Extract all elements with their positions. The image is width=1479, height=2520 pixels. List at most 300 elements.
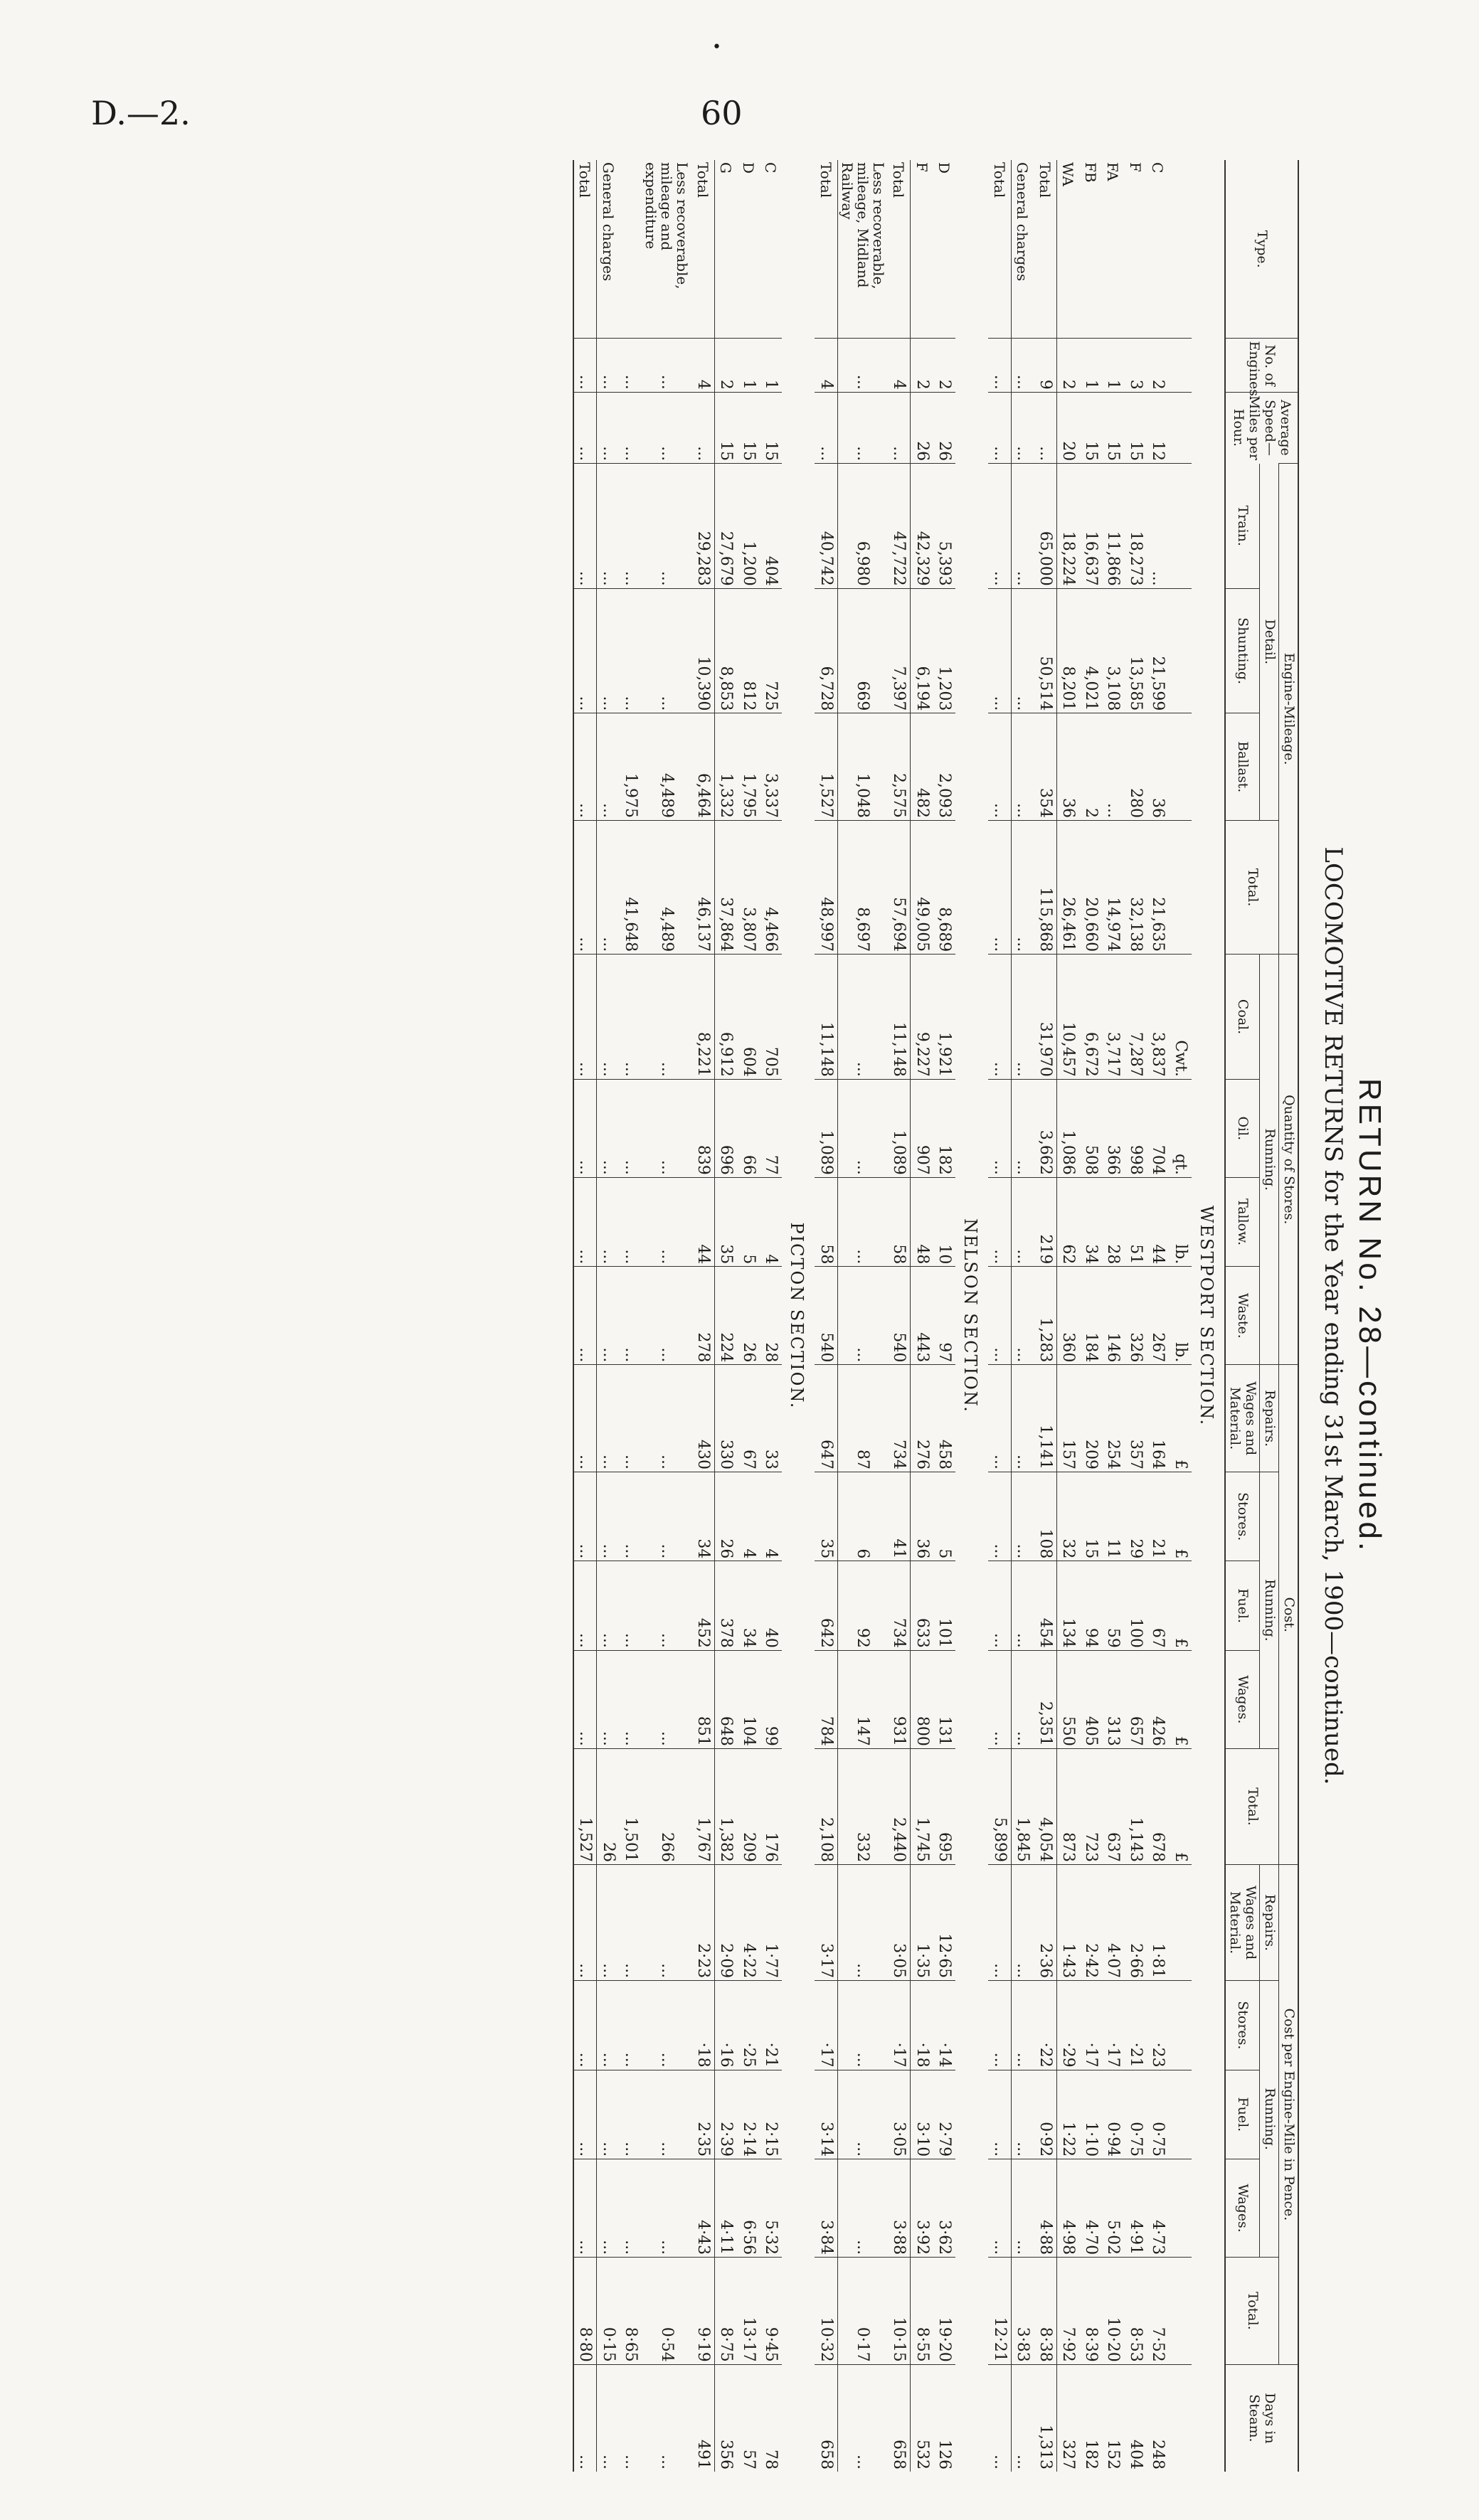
table-cell: 313 (1102, 1650, 1125, 1748)
table-cell: ... (1011, 955, 1034, 1080)
table-cell: 2,108 (815, 1748, 837, 1864)
table-cell: 327 (1056, 2364, 1079, 2472)
table-cell: 5,393 (933, 464, 956, 589)
table-cell: ... (988, 1472, 1011, 1561)
table-cell: 34 (1079, 1177, 1102, 1266)
table-row (1079, 160, 1102, 2472)
table-cell: ... (642, 464, 691, 589)
group-pence-repairs: Repairs. (1260, 1865, 1279, 1981)
unit-cell (1169, 160, 1192, 339)
table-cell: ... (988, 1561, 1011, 1650)
table-cell: 32,138 (1124, 820, 1147, 954)
row-label: General charges (599, 162, 617, 282)
table-cell: ... (988, 820, 1011, 954)
table-cell: 998 (1124, 1079, 1147, 1177)
table-cell: 3·10 (911, 2070, 933, 2159)
table-cell: 2·36 (1034, 1865, 1056, 1981)
table-cell: 3,337 (760, 713, 783, 821)
col-no-engines: No. of Engines. (1225, 339, 1298, 392)
table-cell: 1,795 (737, 713, 760, 821)
table-cell: ... (597, 1650, 620, 1748)
table-cell: ... (620, 1865, 642, 1981)
table-cell: ... (597, 588, 620, 713)
table-cell: ... (573, 2364, 597, 2472)
table-cell: 633 (911, 1561, 933, 1650)
adjustment-row (597, 160, 620, 2472)
table-cell: ... (1011, 2159, 1034, 2258)
table-cell: ... (597, 1561, 620, 1650)
table-cell: 3·88 (888, 2159, 911, 2258)
row-label: General charges (1014, 162, 1032, 282)
table-cell: 12·65 (933, 1865, 956, 1981)
table-cell: 19·20 (933, 2258, 956, 2365)
table-cell: 10·15 (888, 2258, 911, 2365)
table-cell: 426 (1147, 1650, 1170, 1748)
table-cell: ... (597, 1981, 620, 2070)
table-cell: 278 (691, 1267, 714, 1365)
table-cell: ... (642, 1561, 691, 1650)
table-cell: ·17 (1102, 1981, 1125, 2070)
unit-cell (1169, 1865, 1192, 1981)
table-cell: ... (642, 1267, 691, 1365)
table-cell: ... (988, 1365, 1011, 1472)
table-cell: 209 (1079, 1365, 1102, 1472)
table-cell: ... (620, 464, 642, 589)
table-row (1056, 160, 1079, 2472)
table-cell: 87 (837, 1365, 888, 1472)
table-cell: ... (1011, 1650, 1034, 1748)
table-cell: 4·73 (1147, 2159, 1170, 2258)
table-cell: ... (837, 392, 888, 463)
table-cell: 164 (1147, 1365, 1170, 1472)
rotated-table-block (135, 160, 1387, 2472)
table-cell: ... (573, 1472, 597, 1561)
table-cell: 182 (1079, 2364, 1102, 2472)
return-subtitle: LOCOMOTIVE RETURNS for the Year ending 31st March, 1900—continued. (1319, 846, 1347, 1785)
table-cell: ... (642, 1650, 691, 1748)
table-cell: 267 (1147, 1267, 1170, 1365)
table-cell: 8·55 (911, 2258, 933, 2365)
group-detail: Detail. (1260, 464, 1279, 821)
table-cell: ·17 (888, 1981, 911, 2070)
table-cell: 540 (815, 1267, 837, 1365)
table-cell: ... (988, 1981, 1011, 2070)
adjustment-row (1011, 160, 1034, 2472)
table-cell: 32 (1056, 1472, 1079, 1561)
adjustment-row (620, 160, 642, 2472)
table-cell: 1,048 (837, 713, 888, 821)
table-cell: 4·70 (1079, 2159, 1102, 2258)
adjustment-row (642, 160, 691, 2472)
col-tallow: Tallow. (1225, 1177, 1260, 1266)
table-cell: 695 (933, 1748, 956, 1864)
units-row (1169, 160, 1192, 2472)
table-cell: 8,853 (714, 588, 737, 713)
table-cell: ... (1011, 339, 1034, 392)
table-cell: 37,864 (714, 820, 737, 954)
table-row (933, 160, 956, 2472)
table-cell: 134 (1056, 1561, 1079, 1650)
table-cell: 36 (911, 1472, 933, 1561)
table-cell: ·21 (1124, 1981, 1147, 2070)
table-cell: 3,662 (1034, 1079, 1056, 1177)
table-cell: ... (620, 1561, 642, 1650)
table-cell: 48 (911, 1177, 933, 1266)
table-cell: ... (573, 1267, 597, 1365)
table-cell: 280 (1124, 713, 1147, 821)
col-pence-fuel: Fuel. (1225, 2070, 1260, 2159)
table-cell: 1,332 (714, 713, 737, 821)
table-cell: 851 (691, 1650, 714, 1748)
row-label: Total (1034, 160, 1056, 339)
table-cell: 326 (1124, 1267, 1147, 1365)
table-cell: 29 (1124, 1472, 1147, 1561)
table-cell: ... (573, 713, 597, 821)
table-cell: ... (597, 1079, 620, 1177)
table-cell: ... (1011, 392, 1034, 463)
table-cell: 14,974 (1102, 820, 1125, 954)
table-cell: 4 (888, 339, 911, 392)
table-cell: 57,694 (888, 820, 911, 954)
table-cell: 44 (691, 1177, 714, 1266)
table-row (714, 160, 737, 2472)
table-cell: ... (573, 339, 597, 392)
table-cell: ... (1011, 464, 1034, 589)
table-cell: ... (988, 339, 1011, 392)
table-cell: ... (837, 1079, 888, 1177)
table-cell: 57 (737, 2364, 760, 2472)
table-cell: 1,143 (1124, 1748, 1147, 1864)
table-cell: 26 (911, 392, 933, 463)
table-cell: ... (620, 588, 642, 713)
table-cell: ... (620, 392, 642, 463)
table-cell: ... (988, 2070, 1011, 2159)
table-cell: ... (620, 1981, 642, 2070)
row-label: D (739, 162, 757, 174)
table-cell: 97 (933, 1267, 956, 1365)
table-cell: 146 (1102, 1267, 1125, 1365)
table-cell: ... (642, 1365, 691, 1472)
table-cell: 873 (1056, 1748, 1079, 1864)
table-cell: 332 (837, 1748, 888, 1864)
table-cell: 15 (760, 392, 783, 463)
unit-cell: £ (1169, 1561, 1192, 1650)
table-cell: 126 (933, 2364, 956, 2472)
table-cell: ... (573, 1650, 597, 1748)
table-cell: 2 (1056, 339, 1079, 392)
table-cell: 3·05 (888, 1865, 911, 1981)
table-cell: 5 (737, 1177, 760, 1266)
table-cell: 8,697 (837, 820, 888, 954)
row-label: C (1149, 162, 1167, 174)
table-cell: ... (1011, 1267, 1034, 1365)
table-cell: 3,717 (1102, 955, 1125, 1080)
table-cell: ... (573, 1079, 597, 1177)
col-pence-total: Total. (1225, 2258, 1279, 2365)
table-cell: 1,767 (691, 1748, 714, 1864)
table-cell: 1·35 (911, 1865, 933, 1981)
table-cell: 354 (1034, 713, 1056, 821)
table-cell: 4,489 (642, 820, 691, 954)
row-label: FB (1081, 162, 1099, 183)
table-cell: 67 (1147, 1561, 1170, 1650)
table-cell: 2,575 (888, 713, 911, 821)
table-cell: 8·75 (714, 2258, 737, 2365)
table-cell: ... (1147, 464, 1170, 589)
table-cell: ... (597, 392, 620, 463)
table-cell: 224 (714, 1267, 737, 1365)
table-cell: 734 (888, 1365, 911, 1472)
table-cell: 647 (815, 1365, 837, 1472)
table-cell: 1·43 (1056, 1865, 1079, 1981)
table-cell: 15 (714, 392, 737, 463)
table-cell: ... (573, 955, 597, 1080)
table-cell: 41,648 (620, 820, 642, 954)
table-cell: 62 (1056, 1177, 1079, 1266)
table-cell: 12 (1147, 392, 1170, 463)
table-cell: 11,148 (888, 955, 911, 1080)
table-cell: ... (1011, 1177, 1034, 1266)
table-cell: 356 (714, 2364, 737, 2472)
table-cell: 330 (714, 1365, 737, 1472)
unit-cell: £ (1169, 1365, 1192, 1472)
table-cell: 678 (1147, 1748, 1170, 1864)
table-row (1102, 160, 1125, 2472)
table-cell: 3·14 (815, 2070, 837, 2159)
table-cell: 452 (691, 1561, 714, 1650)
table-cell: ... (620, 1079, 642, 1177)
table-row (1147, 160, 1170, 2472)
table-cell: 8,221 (691, 955, 714, 1080)
table-cell: 3,108 (1102, 588, 1125, 713)
table-cell: 1 (1079, 339, 1102, 392)
table-cell: 7,287 (1124, 955, 1147, 1080)
unit-cell (1169, 392, 1192, 463)
table-cell: 4·88 (1034, 2159, 1056, 2258)
table-cell: ... (837, 1267, 888, 1365)
col-coal: Coal. (1225, 955, 1260, 1080)
table-cell: ... (573, 1561, 597, 1650)
table-cell: 108 (1034, 1472, 1056, 1561)
col-mileage-total: Total. (1225, 820, 1279, 954)
table-cell: 40 (760, 1561, 783, 1650)
table-cell: 28 (760, 1267, 783, 1365)
row-label: WA (1059, 162, 1077, 187)
table-cell: 8·65 (620, 2258, 642, 2365)
row-label: D (935, 162, 953, 174)
table-cell: ... (642, 2364, 691, 2472)
table-cell: 1,501 (620, 1748, 642, 1864)
table-cell: 6 (837, 1472, 888, 1561)
table-cell: ... (620, 1365, 642, 1472)
table-cell: ... (597, 339, 620, 392)
table-cell: 4 (760, 1177, 783, 1266)
table-cell: 491 (691, 2364, 714, 2472)
table-cell: 26 (714, 1472, 737, 1561)
table-row (737, 160, 760, 2472)
unit-cell: lb. (1169, 1177, 1192, 1266)
table-cell: 34 (691, 1472, 714, 1561)
table-cell: ... (642, 1079, 691, 1177)
table-cell: 42,329 (911, 464, 933, 589)
table-cell: ... (837, 1865, 888, 1981)
table-cell: ... (837, 2070, 888, 2159)
section-heading: NELSON SECTION. (960, 1218, 981, 1413)
col-cost-wages-material: Wages and Material. (1225, 1365, 1260, 1472)
col-pence-wages: Wages. (1225, 2159, 1260, 2258)
table-cell: 26 (933, 392, 956, 463)
table-cell: ... (573, 1865, 597, 1981)
table-cell: 2·14 (737, 2070, 760, 2159)
table-header (1225, 160, 1298, 2472)
table-cell: 1·77 (760, 1865, 783, 1981)
table-cell: 209 (737, 1748, 760, 1864)
table-cell: 78 (760, 2364, 783, 2472)
unit-cell (1169, 339, 1192, 392)
table-row (1124, 160, 1147, 2472)
table-cell: 4·07 (1102, 1865, 1125, 1981)
table-cell: ... (691, 392, 714, 463)
group-pence-running: Running. (1260, 1981, 1279, 2258)
group-cost-per-mile: Cost per Engine-Mile in Pence. (1279, 1865, 1298, 2365)
unit-cell (1169, 2159, 1192, 2258)
table-cell: 8·53 (1124, 2258, 1147, 2365)
table-cell: ... (1011, 1472, 1034, 1561)
table-cell: 26 (737, 1267, 760, 1365)
row-label: Total (573, 160, 597, 339)
table-cell: 2·79 (933, 2070, 956, 2159)
table-cell: 29,283 (691, 464, 714, 589)
table-cell: ... (620, 1267, 642, 1365)
table-cell: 3·83 (1011, 2258, 1034, 2365)
table-cell: 2 (1147, 339, 1170, 392)
table-cell: ... (620, 1650, 642, 1748)
table-cell: ... (642, 2159, 691, 2258)
table-cell: ... (988, 1267, 1011, 1365)
table-cell: 6,464 (691, 713, 714, 821)
group-quantity-stores: Quantity of Stores. (1279, 955, 1298, 1365)
group-stores-running: Running. (1260, 955, 1279, 1365)
unit-cell: qt. (1169, 1079, 1192, 1177)
group-engine-mileage: Engine-Mileage. (1279, 464, 1298, 955)
table-cell: 58 (815, 1177, 837, 1266)
unit-cell: £ (1169, 1472, 1192, 1561)
col-ballast: Ballast. (1225, 713, 1260, 821)
col-pence-stores: Stores. (1225, 1981, 1260, 2070)
table-cell: 443 (911, 1267, 933, 1365)
table-cell: 0·54 (642, 2258, 691, 2365)
table-cell: 47,722 (888, 464, 911, 589)
table-cell: 1,975 (620, 713, 642, 821)
table-cell: ... (620, 2364, 642, 2472)
table-cell: ... (988, 2159, 1011, 2258)
table-cell: 3·84 (815, 2159, 837, 2258)
table-cell: ... (642, 1865, 691, 1981)
table-cell: 2·09 (714, 1865, 737, 1981)
table-cell: ... (642, 1177, 691, 1266)
table-cell: ... (837, 2364, 888, 2472)
table-cell: 2,351 (1034, 1650, 1056, 1748)
table-cell: 101 (933, 1561, 956, 1650)
table-cell: 8·80 (573, 2258, 597, 2365)
table-cell: 1·10 (1079, 2070, 1102, 2159)
table-cell: ... (1102, 713, 1125, 821)
table-cell: ... (837, 1177, 888, 1266)
table-cell: 4,021 (1079, 588, 1102, 713)
table-cell: ... (837, 955, 888, 1080)
col-avg-speed: Average Speed—Miles per Hour. (1225, 392, 1298, 463)
table-cell: 65,000 (1034, 464, 1056, 589)
document-reference: D.—2. (91, 94, 191, 132)
col-cost-wages: Wages. (1225, 1650, 1260, 1748)
unit-cell (1169, 2258, 1192, 2365)
table-cell: 50,514 (1034, 588, 1056, 713)
table-cell: 35 (714, 1177, 737, 1266)
table-cell: ... (620, 1472, 642, 1561)
table-cell: 10·20 (1102, 2258, 1125, 2365)
table-cell: 1,200 (737, 464, 760, 589)
table-cell: 5 (933, 1472, 956, 1561)
table-cell: 176 (760, 1748, 783, 1864)
table-cell: ... (837, 1981, 888, 2070)
table-cell: 12·21 (988, 2258, 1011, 2365)
table-cell: 1,921 (933, 955, 956, 1080)
col-type: Type. (1225, 160, 1298, 339)
table-cell: 3·92 (911, 2159, 933, 2258)
table-cell: 532 (911, 2364, 933, 2472)
table-cell: 723 (1079, 1748, 1102, 1864)
col-train: Train. (1225, 464, 1260, 589)
table-cell: 51 (1124, 1177, 1147, 1266)
table-body (573, 160, 1225, 2472)
table-cell: 21,599 (1147, 588, 1170, 713)
table-cell: ·21 (760, 1981, 783, 2070)
row-label: Less recoverable, mileage, Midland Railway (838, 162, 887, 289)
table-cell: ... (573, 588, 597, 713)
table-cell: 219 (1034, 1177, 1056, 1266)
row-label: FA (1104, 162, 1122, 181)
table-cell: 2 (933, 339, 956, 392)
table-cell: 4,489 (642, 713, 691, 821)
table-cell: 2 (714, 339, 737, 392)
table-cell: 0·75 (1124, 2070, 1147, 2159)
table-cell: ... (597, 1177, 620, 1266)
table-cell: 15 (1079, 1472, 1102, 1561)
table-cell: 3·17 (815, 1865, 837, 1981)
table-cell: ... (988, 713, 1011, 821)
table-cell: 21,635 (1147, 820, 1170, 954)
table-cell: 1 (760, 339, 783, 392)
table-cell: 20 (1056, 392, 1079, 463)
table-cell: ... (837, 339, 888, 392)
table-cell: 2·39 (714, 2070, 737, 2159)
table-row (760, 160, 783, 2472)
table-cell: 2·23 (691, 1865, 714, 1981)
table-cell: ... (620, 339, 642, 392)
table-cell: 6,728 (815, 588, 837, 713)
table-cell: ·23 (1147, 1981, 1170, 2070)
table-cell: 15 (1124, 392, 1147, 463)
table-cell: 696 (714, 1079, 737, 1177)
table-cell: ... (573, 1981, 597, 2070)
table-cell: 1,141 (1034, 1365, 1056, 1472)
table-cell: 4 (691, 339, 714, 392)
table-cell: ... (620, 2159, 642, 2258)
unit-cell: £ (1169, 1650, 1192, 1748)
table-cell: 13·17 (737, 2258, 760, 2365)
table-cell: ... (573, 820, 597, 954)
table-cell: 812 (737, 588, 760, 713)
